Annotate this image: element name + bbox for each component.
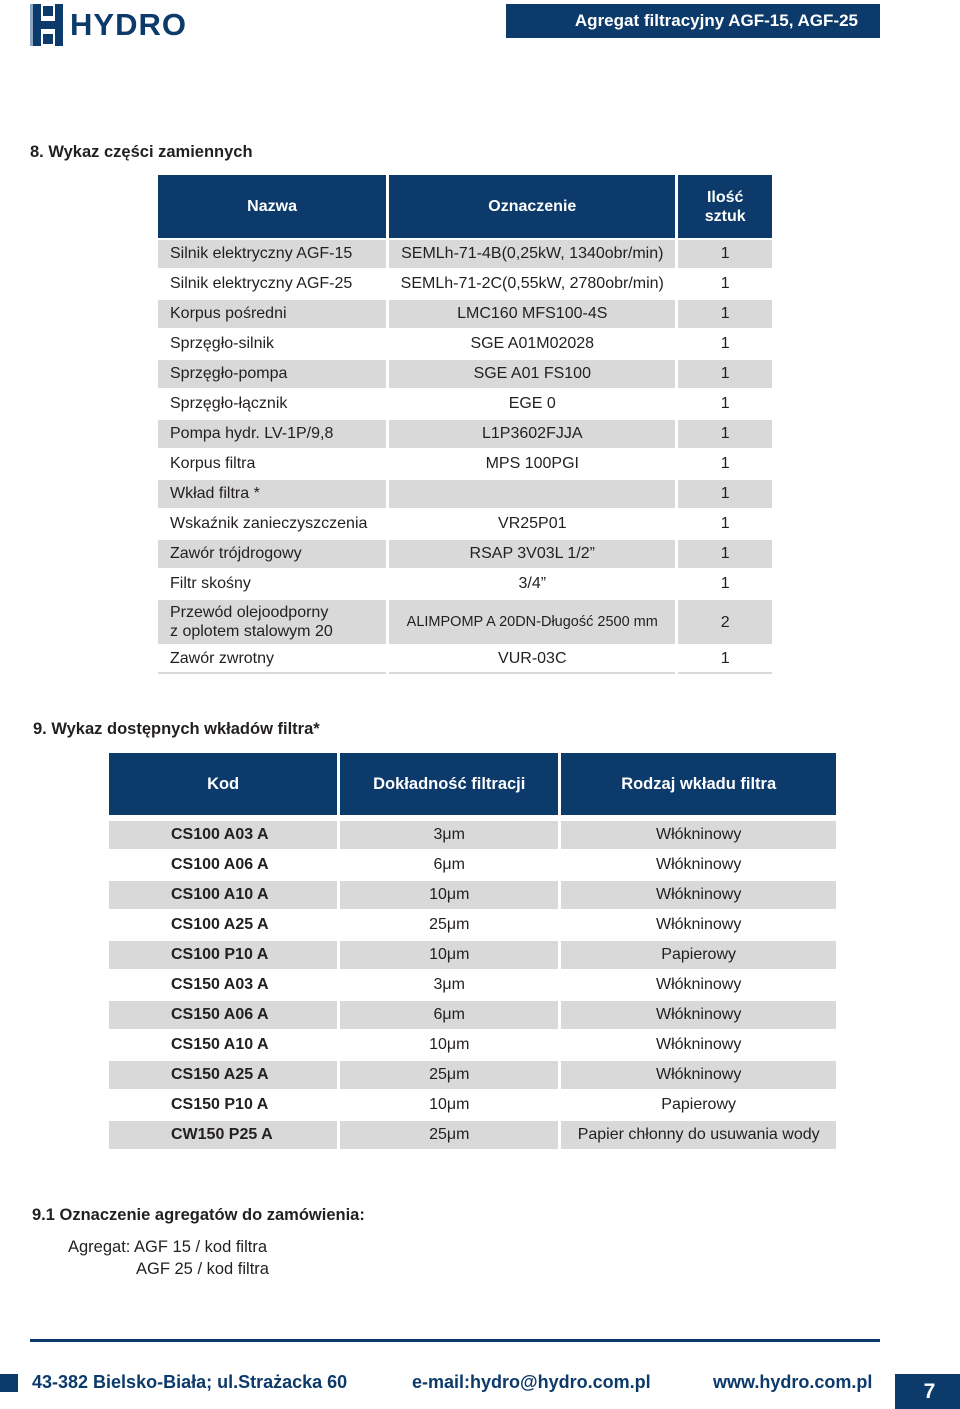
table-row: [109, 941, 836, 969]
table-row: [109, 881, 836, 909]
part-qty: 1: [720, 395, 730, 412]
footer-email[interactable]: e-mail:hydro@hydro.com.pl: [412, 1372, 651, 1392]
part-code: MPS 100PGI: [485, 455, 579, 472]
table-row: [109, 1031, 836, 1059]
part-qty: 1: [678, 540, 772, 568]
filter-code: CS150 P10 A: [171, 1096, 269, 1113]
column-header-code: Oznaczenie: [389, 175, 675, 238]
part-name-line1: Przewód olejoodporny: [170, 604, 329, 621]
section-8-title: 8. Wykaz części zamiennych: [30, 143, 253, 161]
column-header-kod: Kod: [109, 753, 337, 815]
part-qty: 1: [678, 480, 772, 508]
order-designation: [68, 1236, 269, 1280]
part-qty: 1: [678, 646, 772, 674]
table-row: [109, 821, 836, 849]
table-row: [158, 420, 772, 448]
part-name: Zawór trójdrogowy: [158, 540, 386, 568]
part-qty: 1: [720, 335, 730, 352]
part-qty: 1: [720, 515, 730, 532]
filter-type: Papierowy: [661, 1096, 736, 1113]
part-name-line2: z oplotem stalowym 20: [170, 623, 333, 640]
filter-accuracy: 3μm: [340, 821, 558, 849]
part-code: [389, 480, 675, 508]
part-code: SGE A01 FS100: [389, 360, 675, 388]
table-row: [158, 390, 772, 418]
filter-type: Włókninowy: [561, 1001, 836, 1029]
part-code: ALIMPOMP A 20DN-Długość 2500 mm: [389, 600, 675, 644]
table-row: [158, 450, 772, 478]
order-line-2: AGF 25 / kod filtra: [136, 1260, 269, 1278]
part-code: EGE 0: [508, 395, 556, 412]
filter-code: CS150 A25 A: [109, 1061, 337, 1089]
filter-type: Włókninowy: [561, 1061, 836, 1089]
column-header-dokladnosc: Dokładność filtracji: [340, 753, 558, 815]
table-row: [158, 480, 772, 508]
filter-accuracy: 10μm: [340, 941, 558, 969]
logo-text: HYDRO: [70, 7, 187, 42]
filter-accuracy: 25μm: [340, 1121, 558, 1149]
table-row: [158, 646, 772, 674]
filter-accuracy: 25μm: [340, 1061, 558, 1089]
filter-code: CW150 P25 A: [109, 1121, 337, 1149]
table-header-row: [109, 753, 836, 815]
section-9-1-title: 9.1 Oznaczenie agregatów do zamówienia:: [32, 1206, 365, 1224]
part-qty: 1: [720, 575, 730, 592]
part-name: Silnik elektryczny AGF-25: [170, 275, 353, 292]
footer-square-icon: [0, 1374, 18, 1392]
filter-code: CS100 A06 A: [171, 856, 269, 873]
page-number: 7: [895, 1374, 960, 1409]
filter-type: Włókninowy: [655, 916, 742, 933]
table-row: [158, 540, 772, 568]
filter-type: Włókninowy: [655, 976, 742, 993]
part-qty: 2: [678, 600, 772, 644]
filter-accuracy: 10μm: [429, 1036, 470, 1053]
filter-code: CS150 A10 A: [171, 1036, 269, 1053]
filter-type: Włókninowy: [561, 881, 836, 909]
filter-accuracy: 6μm: [340, 1001, 558, 1029]
table-row: [158, 570, 772, 598]
filter-type: Włókninowy: [655, 856, 742, 873]
part-name: Sprzęgło-łącznik: [170, 395, 288, 412]
hydro-logo-icon: [30, 2, 66, 48]
part-qty: 1: [720, 455, 730, 472]
filter-code: CS100 A25 A: [171, 916, 269, 933]
part-qty: 1: [720, 275, 730, 292]
column-header-qty: Ilość sztuk: [678, 175, 772, 238]
table-row: [158, 330, 772, 358]
filter-accuracy: 25μm: [429, 916, 470, 933]
part-qty: 1: [678, 300, 772, 328]
filter-elements-table: [106, 751, 839, 1151]
part-code: RSAP 3V03L 1/2”: [389, 540, 675, 568]
document-title: Agregat filtracyjny AGF-15, AGF-25: [574, 11, 858, 30]
filter-accuracy: 3μm: [433, 976, 465, 993]
filter-type: Papierowy: [561, 941, 836, 969]
spare-parts-table: [155, 173, 775, 676]
table-row: [109, 1061, 836, 1089]
part-name: Sprzęgło-pompa: [158, 360, 386, 388]
part-qty: 1: [678, 360, 772, 388]
table-row: [158, 510, 772, 538]
part-code: VUR-03C: [389, 646, 675, 674]
part-qty: 1: [678, 420, 772, 448]
part-name: Wskaźnik zanieczyszczenia: [170, 515, 368, 532]
part-name: [158, 600, 386, 644]
part-name: Korpus filtra: [170, 455, 256, 472]
table-row: [109, 971, 836, 999]
table-row: [158, 300, 772, 328]
filter-accuracy: 10μm: [429, 1096, 470, 1113]
part-code: L1P3602FJJA: [389, 420, 675, 448]
table-row: [109, 1121, 836, 1149]
part-code: 3/4”: [518, 575, 547, 592]
footer-address: 43-382 Bielsko-Biała; ul.Strażacka 60: [32, 1372, 348, 1392]
part-name: Silnik elektryczny AGF-15: [158, 240, 386, 268]
order-line-1: Agregat: AGF 15 / kod filtra: [68, 1238, 268, 1256]
table-row: [109, 851, 836, 879]
section-9-title: 9. Wykaz dostępnych wkładów filtra*: [33, 720, 320, 738]
part-name: Zawór zwrotny: [158, 646, 386, 674]
filter-code: CS100 P10 A: [109, 941, 337, 969]
filter-code: CS100 A10 A: [109, 881, 337, 909]
filter-accuracy: 6μm: [433, 856, 465, 873]
table-row: [158, 600, 772, 644]
filter-code: CS150 A03 A: [171, 976, 269, 993]
column-header-rodzaj: Rodzaj wkładu filtra: [561, 753, 836, 815]
footer-divider: [30, 1339, 880, 1342]
table-row: [158, 240, 772, 268]
hydro-logo: [30, 2, 187, 48]
table-row: [109, 911, 836, 939]
part-name: Korpus pośredni: [158, 300, 386, 328]
table-row: [158, 360, 772, 388]
part-code: SEMLh-71-2C(0,55kW, 2780obr/min): [400, 275, 664, 292]
footer-website[interactable]: www.hydro.com.pl: [713, 1372, 873, 1392]
part-code: LMC160 MFS100-4S: [389, 300, 675, 328]
part-code: SGE A01M02028: [470, 335, 595, 352]
part-code: VR25P01: [498, 515, 567, 532]
filter-type: Papier chłonny do usuwania wody: [561, 1121, 836, 1149]
part-qty: 1: [678, 240, 772, 268]
table-row: [109, 1001, 836, 1029]
column-header-name: Nazwa: [158, 175, 386, 238]
table-header-row: [158, 175, 772, 238]
part-name: Sprzęgło-silnik: [170, 335, 275, 352]
table-row: [109, 1091, 836, 1119]
document-title-bar: [506, 4, 880, 38]
filter-code: CS150 A06 A: [109, 1001, 337, 1029]
part-name: Pompa hydr. LV-1P/9,8: [158, 420, 386, 448]
table-row: [158, 270, 772, 298]
part-name: Filtr skośny: [170, 575, 251, 592]
filter-code: CS100 A03 A: [109, 821, 337, 849]
part-name: Wkład filtra *: [158, 480, 386, 508]
filter-accuracy: 10μm: [340, 881, 558, 909]
part-code: SEMLh-71-4B(0,25kW, 1340obr/min): [389, 240, 675, 268]
filter-type: Włókninowy: [561, 821, 836, 849]
filter-type: Włókninowy: [655, 1036, 742, 1053]
